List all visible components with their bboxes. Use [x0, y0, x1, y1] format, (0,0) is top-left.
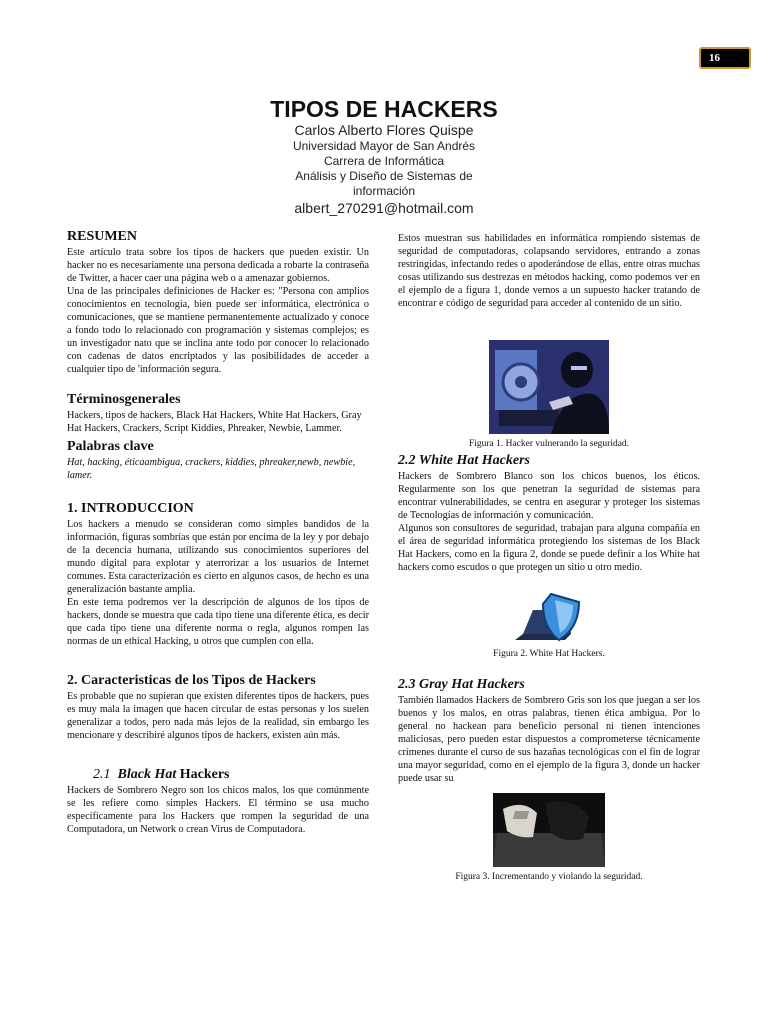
- intro-paragraph-1: Los hackers a menudo se consideran como simples bandidos de la información, figuras sombrías que están por encima de la ley y por debajo de la decencia humana, utilizando sus conocimientos superiores del mundo digital para explotar y aterrorizar a los usuarios de Internet comunes. Esta caracterización es cierto en algunos casos, de hecho es una generalización bastante amplia.: [67, 519, 369, 595]
- page-number-badge: 16: [699, 47, 751, 69]
- palabras-clave-text: Hat, hacking, éticaambigua, crackers, kiddies, phreaker,newb, newbie, lamer.: [67, 457, 356, 481]
- figure-2: [398, 590, 700, 660]
- black-hat-paragraph-2: Estos muestran sus habilidades en informática rompiendo sistemas de seguridad de computadoras, colapsando servidores, entrando a zonas restringidas, infectando redes o apoderándose de ellas, entre otras muchas cosas utilizando sus destrezas en métodos hacking, como podemos ver en el ejemplo de a figura 1, donde vemos a un supuesto hacker tratando de encontrar e código de seguridad para acceder al contenido de un sitio.: [398, 233, 700, 309]
- white-hat-paragraph-2: Algunos son consultores de seguridad, trabajan para alguna compañía en el área de seguridad informática protegiendo los sistemas de los Black Hat Hackers, como en la figura 2, donde se puede definir a los White hat hackers como escudos o que protegen un sitio u otro medio.: [398, 523, 700, 573]
- terminos-text: Hackers, tipos de hackers, Black Hat Hackers, White Hat Hackers, Gray Hat Hackers, Crackers, Script Kiddies, Phreaker, Newbie, Lammer.: [67, 410, 362, 434]
- resumen-heading: RESUMEN: [67, 229, 138, 244]
- figure-3-caption: Figura 3. Incrementando y violando la seguridad.: [455, 872, 643, 882]
- figure-2-caption: Figura 2. White Hat Hackers.: [493, 649, 605, 659]
- left-column: [67, 228, 369, 836]
- hacker-illustration: [489, 340, 609, 434]
- section-2-heading: 2. Caracteristicas de los Tipos de Hackers: [67, 673, 316, 688]
- gray-hat-paragraph-1: También llamados Hackers de Sombrero Gris son los que juegan a ser los buenos y los malos, en otras palabras, tienen ética ambigua. Por lo general no hackean para beneficio personal ni tienen intenciones maliciosas, pero pueden estar dispuestos a comprometerse técnicamente crímenes durante el curso de sus hazañas tecnológicas con el fin de lograr una mayor seguridad, como en el ejemplo de la figura 3, donde un hacker puede usar su: [398, 695, 700, 784]
- figure-2-image: [513, 590, 585, 644]
- figure-1: [398, 340, 700, 450]
- resumen-paragraph-2: Una de las principales definiciones de Hacker es: "Persona con amplios conocimientos en tecnología, bien puede ser informática, electrónica o comunicaciones, que se mantiene permanentemente actualizado y conoce a fondo todo lo relacionado con programación y sistemas complejos; es un investigador nato que se inclina ante todo por conocer lo relacionado con cadenas de datos encriptados y las posibilidades de acceder a cualquier tipo de 'información segura.: [67, 286, 369, 375]
- author-email: albert_270291@hotmail.com: [294, 200, 474, 216]
- intro-heading: 1. INTRODUCCION: [67, 501, 194, 516]
- affiliation-career: Carrera de Informática: [323, 154, 445, 168]
- paper-header: [0, 96, 768, 217]
- paper-title: TIPOS DE HACKERS: [270, 96, 498, 122]
- affiliation-course: Análisis y Diseño de Sistemas de información: [295, 169, 473, 198]
- shield-laptop-illustration: [513, 590, 585, 644]
- right-column: [398, 232, 700, 883]
- keyboard-hands-illustration: [493, 793, 605, 867]
- palabras-clave-heading: Palabras clave: [67, 439, 154, 454]
- gray-hat-heading: 2.3 Gray Hat Hackers: [398, 677, 525, 692]
- intro-paragraph-2: En este tema podremos ver la descripción de algunos de los tipos de hackers, donde se muestra que cada tipo tiene una diferente ética, es decir que cada tipo tiene una diferente norma o regla, algunos rompen las normas de un ethical Hacking, u otros que cumplen con ella.: [67, 597, 369, 647]
- black-hat-heading: [67, 766, 369, 784]
- figure-3-image: [493, 793, 605, 867]
- black-hat-number: 2.1: [93, 767, 111, 782]
- resumen-paragraph-1: Este artículo trata sobre los tipos de hackers que pueden existir. Un hacker no es necesariamente una persona dedicada a robarte la contraseña de Twitter, a hacer caer una página web o a amenazar gobiernos.: [67, 247, 369, 284]
- black-hat-title-rest: Hackers: [179, 767, 230, 782]
- figure-1-image: [489, 340, 609, 434]
- black-hat-paragraph-1: Hackers de Sombrero Negro son los chicos malos, los que comúnmente se les refiere como simples Hackers. El término se usa mucho específicamente para los Hackers que rompen la seguridad de una Computadora, un Network o crean Virus de Computadora.: [67, 785, 369, 835]
- section-2-paragraph: Es probable que no supieran que existen diferentes tipos de hackers, pues es muy mala la imagen que hacen circular de estas personas y los suelen generalizar a todos, pero nada más lejos de la realidad, sin embargo les mencionare y describiré algunos tipos de hackers, existen aún más.: [67, 691, 369, 741]
- figure-1-caption: Figura 1. Hacker vulnerando la seguridad.: [468, 439, 630, 449]
- terminos-heading: Términosgenerales: [67, 392, 181, 407]
- figure-3: [398, 793, 700, 883]
- white-hat-paragraph-1: Hackers de Sombrero Blanco son los chicos buenos, los éticos. Regularmente son los que penetran la seguridad de sistemas para encontrar vulnerabilidades, se centra en asegurar y proteger los sistemas de Tecnologías de información y comunicación.: [398, 471, 700, 521]
- black-hat-title-italic: Black Hat: [117, 767, 177, 782]
- affiliation-university: Universidad Mayor de San Andrés: [292, 139, 476, 153]
- white-hat-heading: 2.2 White Hat Hackers: [398, 453, 530, 468]
- author-name: Carlos Alberto Flores Quispe: [294, 122, 474, 138]
